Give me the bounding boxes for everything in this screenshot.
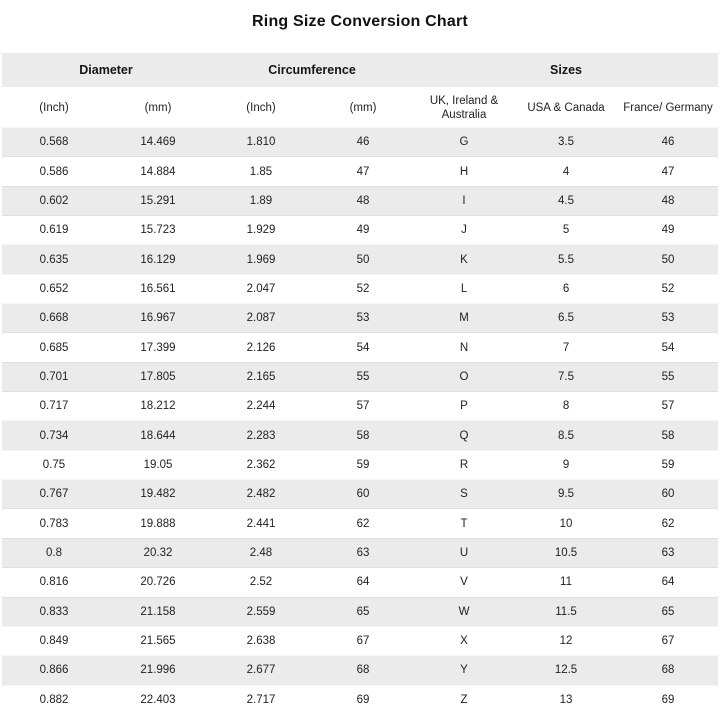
table-cell: 55	[618, 362, 718, 391]
table-cell: 64	[618, 568, 718, 597]
table-cell: 15.723	[106, 216, 210, 245]
table-cell: 55	[312, 362, 414, 391]
table-cell: T	[414, 509, 514, 538]
table-row	[2, 568, 718, 597]
page-title: Ring Size Conversion Chart	[252, 13, 468, 30]
table-cell: 2.717	[210, 685, 312, 714]
table-cell: 47	[312, 157, 414, 186]
table-row	[2, 186, 718, 215]
table-cell: 3.5	[514, 128, 618, 157]
table-cell: 67	[312, 626, 414, 655]
table-cell: 63	[312, 538, 414, 567]
table-cell: 7	[514, 333, 618, 362]
table-cell: 11.5	[514, 597, 618, 626]
table-cell: 2.638	[210, 626, 312, 655]
table-cell: 2.441	[210, 509, 312, 538]
table-cell: 6	[514, 274, 618, 303]
table-row	[2, 421, 718, 450]
table-cell: 19.05	[106, 450, 210, 479]
table-cell: 62	[312, 509, 414, 538]
table-cell: 46	[618, 128, 718, 157]
table-cell: 52	[312, 274, 414, 303]
table-cell: Q	[414, 421, 514, 450]
table-cell: 50	[312, 245, 414, 274]
table-cell: 17.805	[106, 362, 210, 391]
table-cell: 4	[514, 157, 618, 186]
table-cell: 48	[312, 186, 414, 215]
table-row	[2, 216, 718, 245]
table-cell: 10	[514, 509, 618, 538]
table-cell: 4.5	[514, 186, 618, 215]
table-cell: Z	[414, 685, 514, 714]
column-header-cell: (Inch)	[2, 88, 106, 128]
table-cell: 13	[514, 685, 618, 714]
table-cell: 0.568	[2, 128, 106, 157]
column-header-cell: (mm)	[106, 88, 210, 128]
table-row	[2, 480, 718, 509]
table-cell: 0.75	[2, 450, 106, 479]
table-cell: 9	[514, 450, 618, 479]
table-cell: 0.8	[2, 538, 106, 567]
table-cell: 0.652	[2, 274, 106, 303]
table-header	[2, 53, 718, 128]
table-row	[2, 685, 718, 714]
table-cell: 20.32	[106, 538, 210, 567]
table-cell: 0.717	[2, 392, 106, 421]
table-row	[2, 128, 718, 157]
table-cell: 65	[618, 597, 718, 626]
group-header-cell: Circumference	[210, 53, 414, 88]
table-cell: 47	[618, 157, 718, 186]
table-cell: 16.967	[106, 304, 210, 333]
table-cell: 0.602	[2, 186, 106, 215]
table-cell: 14.469	[106, 128, 210, 157]
table-cell: 0.586	[2, 157, 106, 186]
table-cell: 21.158	[106, 597, 210, 626]
table-cell: 59	[618, 450, 718, 479]
table-row	[2, 597, 718, 626]
table-cell: S	[414, 480, 514, 509]
table-cell: N	[414, 333, 514, 362]
table-cell: 21.996	[106, 656, 210, 685]
table-cell: 0.767	[2, 480, 106, 509]
table-cell: 2.047	[210, 274, 312, 303]
table-cell: 0.866	[2, 656, 106, 685]
table-cell: 0.635	[2, 245, 106, 274]
table-cell: 67	[618, 626, 718, 655]
table-cell: L	[414, 274, 514, 303]
group-header-cell: Sizes	[414, 53, 718, 88]
table-cell: 0.668	[2, 304, 106, 333]
table-cell: X	[414, 626, 514, 655]
table-cell: 2.482	[210, 480, 312, 509]
table-cell: 54	[312, 333, 414, 362]
table-row	[2, 157, 718, 186]
table-row	[2, 626, 718, 655]
table-cell: 54	[618, 333, 718, 362]
table-cell: 2.087	[210, 304, 312, 333]
table-row	[2, 274, 718, 303]
table-cell: 65	[312, 597, 414, 626]
sub-header-row	[2, 88, 718, 128]
table-cell: 6.5	[514, 304, 618, 333]
table-cell: M	[414, 304, 514, 333]
column-header-cell: France/ Germany	[618, 88, 718, 128]
table-cell: 2.52	[210, 568, 312, 597]
group-header-row	[2, 53, 718, 88]
table-row	[2, 538, 718, 567]
table-row	[2, 362, 718, 391]
table-cell: G	[414, 128, 514, 157]
group-header-cell: Diameter	[2, 53, 210, 88]
table-cell: 21.565	[106, 626, 210, 655]
table-cell: 8	[514, 392, 618, 421]
table-cell: 2.126	[210, 333, 312, 362]
table-cell: 0.849	[2, 626, 106, 655]
table-cell: 49	[618, 216, 718, 245]
table-cell: 69	[312, 685, 414, 714]
table-cell: W	[414, 597, 514, 626]
table-cell: H	[414, 157, 514, 186]
column-header-cell: (mm)	[312, 88, 414, 128]
table-cell: 57	[618, 392, 718, 421]
table-cell: 0.701	[2, 362, 106, 391]
table-cell: 19.888	[106, 509, 210, 538]
table-cell: J	[414, 216, 514, 245]
table-cell: 12	[514, 626, 618, 655]
table-cell: 58	[312, 421, 414, 450]
table-cell: 0.619	[2, 216, 106, 245]
table-cell: 2.48	[210, 538, 312, 567]
table-cell: Y	[414, 656, 514, 685]
table-cell: 46	[312, 128, 414, 157]
table-cell: 12.5	[514, 656, 618, 685]
table-cell: 53	[312, 304, 414, 333]
table-cell: 2.559	[210, 597, 312, 626]
table-cell: 16.129	[106, 245, 210, 274]
table-cell: 2.165	[210, 362, 312, 391]
table-cell: 57	[312, 392, 414, 421]
table-cell: I	[414, 186, 514, 215]
table-cell: 20.726	[106, 568, 210, 597]
table-cell: 14.884	[106, 157, 210, 186]
table-cell: 1.85	[210, 157, 312, 186]
table-cell: 0.833	[2, 597, 106, 626]
table-cell: 7.5	[514, 362, 618, 391]
table-cell: 50	[618, 245, 718, 274]
table-cell: 64	[312, 568, 414, 597]
table-row	[2, 245, 718, 274]
table-cell: 49	[312, 216, 414, 245]
table-cell: U	[414, 538, 514, 567]
table-cell: 0.685	[2, 333, 106, 362]
table-cell: 1.969	[210, 245, 312, 274]
column-header-cell: (Inch)	[210, 88, 312, 128]
table-cell: 62	[618, 509, 718, 538]
table-cell: 2.244	[210, 392, 312, 421]
table-cell: 10.5	[514, 538, 618, 567]
table-cell: P	[414, 392, 514, 421]
table-cell: 5	[514, 216, 618, 245]
table-cell: 1.810	[210, 128, 312, 157]
table-cell: 19.482	[106, 480, 210, 509]
table-cell: 0.734	[2, 421, 106, 450]
table-cell: 2.283	[210, 421, 312, 450]
table-cell: 0.882	[2, 685, 106, 714]
table-row	[2, 509, 718, 538]
table-cell: 22.403	[106, 685, 210, 714]
table-cell: 1.929	[210, 216, 312, 245]
table-cell: 2.362	[210, 450, 312, 479]
table-cell: 0.816	[2, 568, 106, 597]
table-cell: 9.5	[514, 480, 618, 509]
table-cell: 0.783	[2, 509, 106, 538]
table-cell: 1.89	[210, 186, 312, 215]
table-cell: O	[414, 362, 514, 391]
table-cell: 59	[312, 450, 414, 479]
table-cell: 16.561	[106, 274, 210, 303]
table-cell: 58	[618, 421, 718, 450]
table-cell: 53	[618, 304, 718, 333]
table-cell: 60	[618, 480, 718, 509]
table-cell: 60	[312, 480, 414, 509]
column-header-cell: UK, Ireland & Australia	[414, 88, 514, 128]
table-cell: V	[414, 568, 514, 597]
column-header-cell: USA & Canada	[514, 88, 618, 128]
table-cell: 63	[618, 538, 718, 567]
table-cell: 15.291	[106, 186, 210, 215]
table-cell: 17.399	[106, 333, 210, 362]
table-cell: 48	[618, 186, 718, 215]
table-cell: 69	[618, 685, 718, 714]
table-row	[2, 304, 718, 333]
table-row	[2, 392, 718, 421]
table-cell: 68	[618, 656, 718, 685]
table-row	[2, 656, 718, 685]
table-row	[2, 333, 718, 362]
table-cell: 52	[618, 274, 718, 303]
table-cell: 18.212	[106, 392, 210, 421]
table-cell: R	[414, 450, 514, 479]
table-cell: 2.677	[210, 656, 312, 685]
ring-size-conversion-table	[2, 53, 718, 714]
table-cell: 18.644	[106, 421, 210, 450]
table-cell: 8.5	[514, 421, 618, 450]
table-body	[2, 128, 718, 714]
table-row	[2, 450, 718, 479]
table-cell: 5.5	[514, 245, 618, 274]
table-cell: K	[414, 245, 514, 274]
table-cell: 68	[312, 656, 414, 685]
table-cell: 11	[514, 568, 618, 597]
